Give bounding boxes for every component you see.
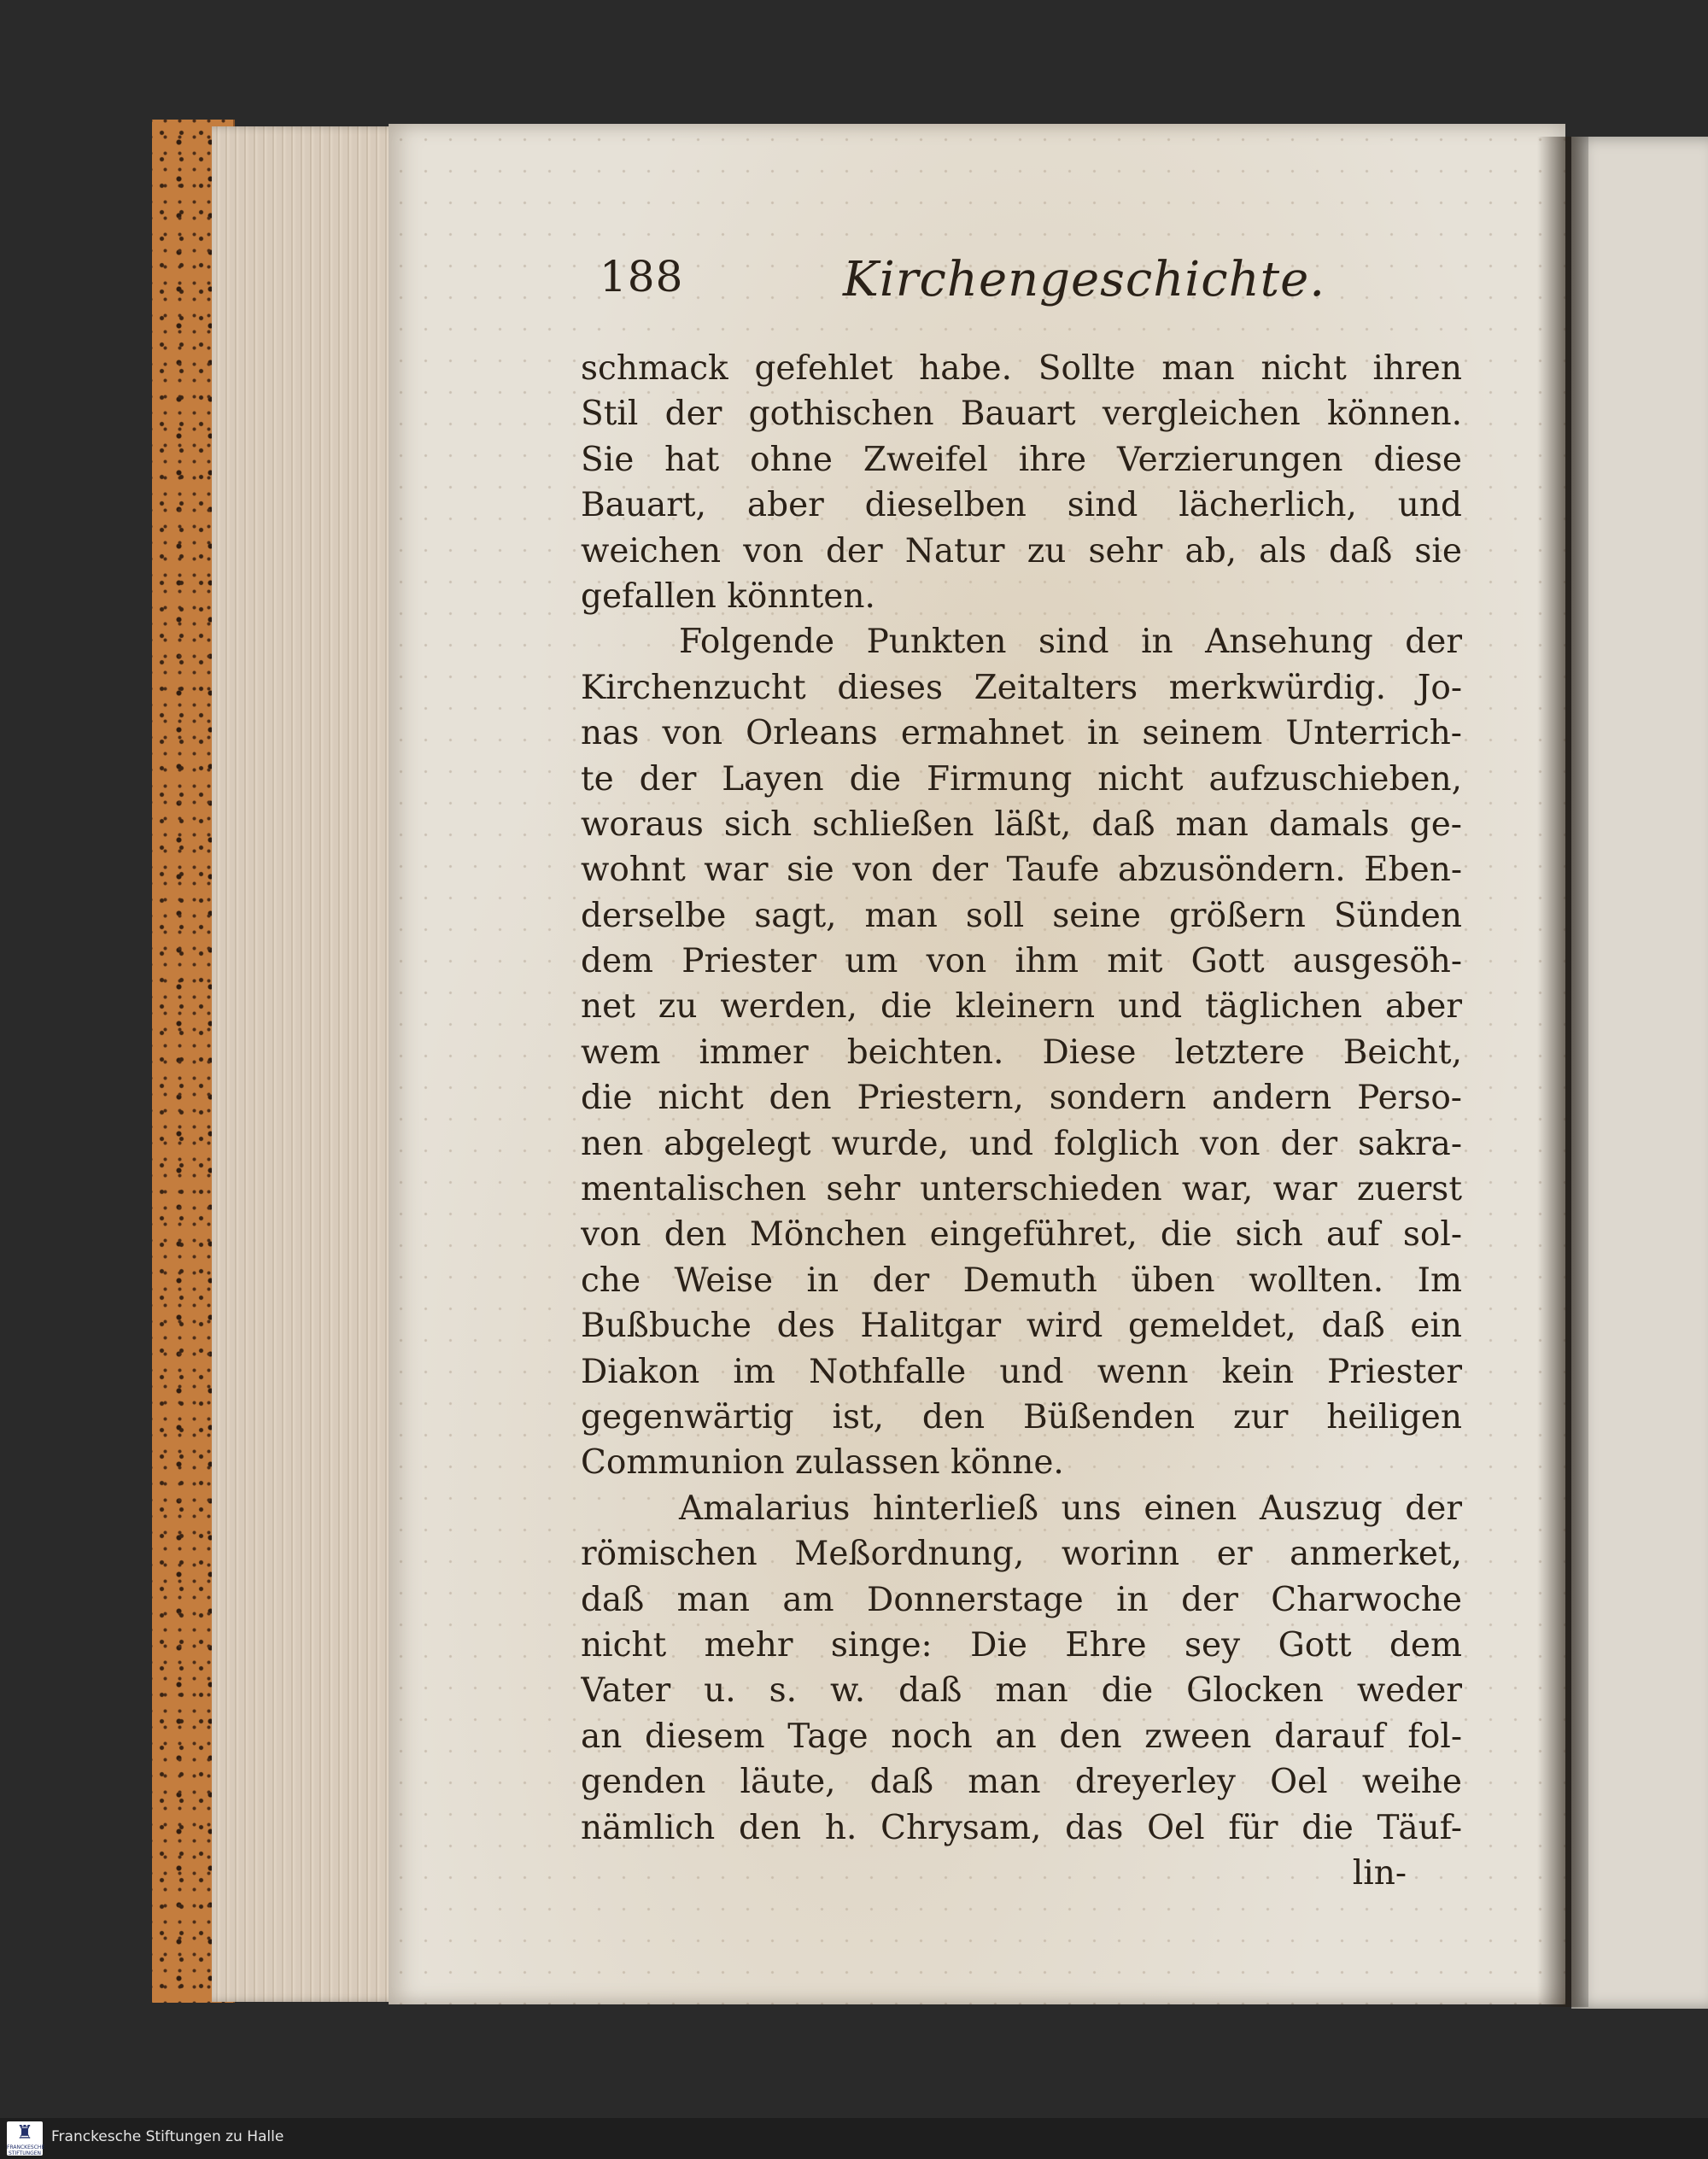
- page-number: 188: [600, 252, 684, 301]
- text-line: dem Priester um von ihm mit Gott ausgesöh-: [581, 942, 1462, 981]
- text-line: Kirchenzucht dieses Zeitalters merkwürdig. Jo-: [581, 668, 1462, 707]
- text-line: nicht mehr singe: Die Ehre sey Gott dem: [581, 1625, 1462, 1665]
- page-edges: [212, 126, 404, 2002]
- text-line: nas von Orleans ermahnet in seinem Unterrich-: [581, 714, 1462, 753]
- text-line: Folgende Punkten sind in Ansehung der: [679, 623, 1462, 662]
- running-head: [600, 252, 1326, 320]
- text-line: net zu werden, die kleinern und täglichen aber: [581, 987, 1462, 1027]
- gutter-shadow: [1537, 137, 1588, 2007]
- text-line: Communion zulassen könne.: [581, 1443, 1064, 1483]
- text-line: wem immer beichten. Diese letztere Beicht,: [581, 1033, 1462, 1072]
- text-line: nen abgelegt wurde, und folglich von der sakra-: [581, 1124, 1462, 1163]
- text-line: daß man am Donnerstage in der Charwoche: [581, 1580, 1462, 1619]
- text-line: genden läute, daß man dreyerley Oel weihe: [581, 1763, 1462, 1802]
- text-line: woraus sich schließen läßt, daß man damals ge-: [581, 805, 1462, 844]
- text-line: Vater u. s. w. daß man die Glocken weder: [581, 1671, 1462, 1711]
- text-line: Stil der gothischen Bauart vergleichen können.: [581, 395, 1462, 434]
- text-line: che Weise in der Demuth üben wollten. Im: [581, 1261, 1462, 1300]
- logo-wordmark: FRANCKESCHE STIFTUNGEN: [7, 2144, 45, 2156]
- institution-label[interactable]: Franckesche Stiftungen zu Halle: [51, 2128, 284, 2145]
- text-line: nämlich den h. Chrysam, das Oel für die Täuf-: [581, 1808, 1462, 1847]
- text-line: te der Layen die Firmung nicht aufzuschieben,: [581, 759, 1462, 799]
- text-line: Diakon im Nothfalle und wenn kein Priester: [581, 1352, 1462, 1391]
- catchword: lin-: [1352, 1853, 1407, 1893]
- text-line: von den Mönchen eingeführet, die sich auf sol-: [581, 1215, 1462, 1255]
- text-line: Amalarius hinterließ uns einen Auszug der: [679, 1489, 1462, 1528]
- institution-logo[interactable]: [7, 2121, 43, 2156]
- text-line: gegenwärtig ist, den Büßenden zur heiligen: [581, 1397, 1462, 1436]
- footer-bar: [0, 2118, 1708, 2159]
- text-line: weichen von der Natur zu sehr ab, als daß sie: [581, 531, 1462, 570]
- running-head-title: Kirchengeschichte.: [843, 252, 1326, 307]
- text-line: Sie hat ohne Zweifel ihre Verzierungen diese: [581, 440, 1462, 479]
- body-text: [581, 346, 1462, 1896]
- facing-page-edge: [1571, 137, 1708, 2009]
- text-line: die nicht den Priestern, sondern andern Perso-: [581, 1079, 1462, 1118]
- text-line: wohnt war sie von der Taufe abzusöndern. Eben-: [581, 851, 1462, 890]
- text-line: derselbe sagt, man soll seine größern Sünden: [581, 896, 1462, 935]
- text-line: an diesem Tage noch an den zween darauf fol-: [581, 1717, 1462, 1756]
- text-line: Bauart, aber dieselben sind lächerlich, und: [581, 486, 1462, 525]
- text-line: gefallen könnten.: [581, 576, 875, 616]
- text-line: schmack gefehlet habe. Sollte man nicht ihren: [581, 349, 1462, 388]
- text-line: Bußbuche des Halitgar wird gemeldet, daß ein: [581, 1307, 1462, 1346]
- text-line: mentalischen sehr unterschieden war, war zuerst: [581, 1170, 1462, 1209]
- text-line: römischen Meßordnung, worinn er anmerket,: [581, 1535, 1462, 1574]
- castle-icon: ♜: [16, 2122, 33, 2144]
